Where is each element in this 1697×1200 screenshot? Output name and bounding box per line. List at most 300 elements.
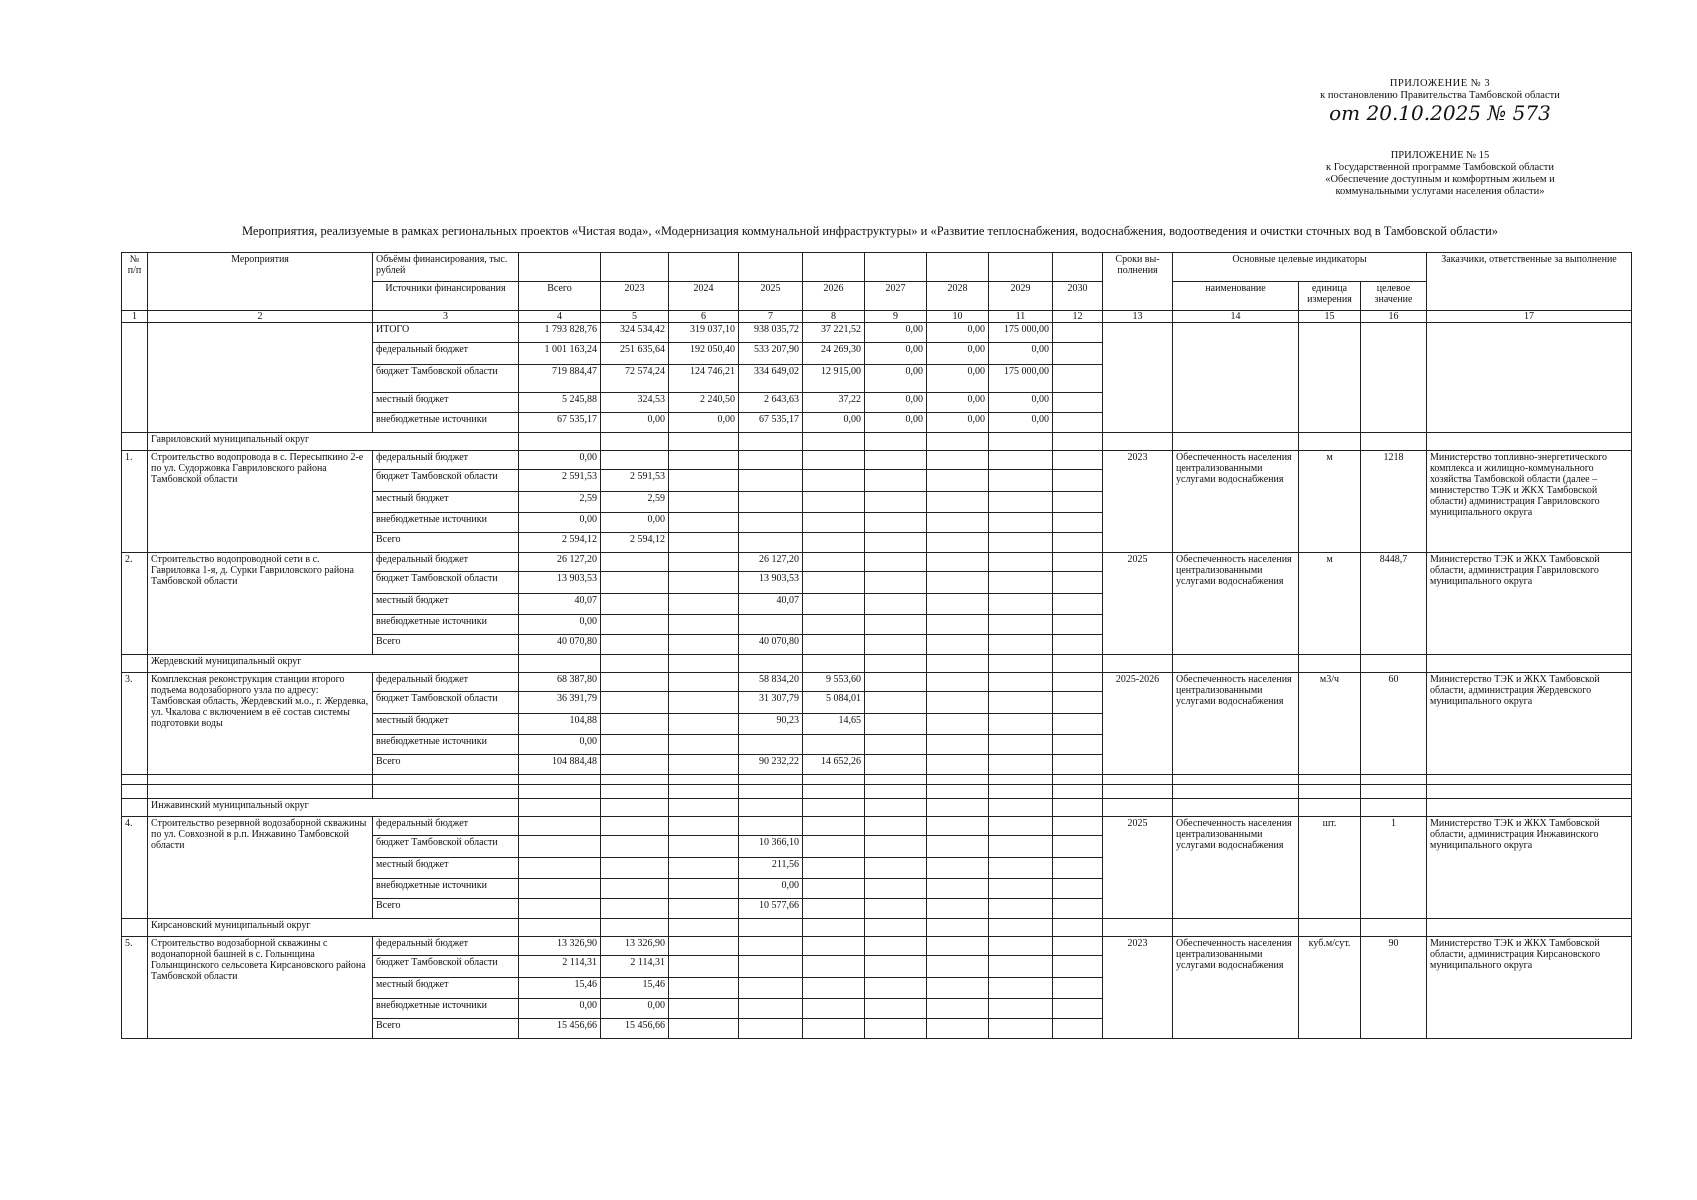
funding-value	[927, 978, 989, 999]
funding-source-label: местный бюджет	[373, 594, 519, 615]
funding-value	[927, 714, 989, 735]
funding-value: 40 070,80	[739, 635, 803, 655]
funding-value	[739, 492, 803, 513]
measure-term: 2025	[1103, 553, 1173, 655]
funding-source-label: Всего	[373, 1019, 519, 1039]
column-number: 10	[927, 311, 989, 323]
funding-value: 334 649,02	[739, 365, 803, 393]
measure-funding-row	[122, 937, 1632, 956]
measure-funding-row	[122, 553, 1632, 572]
funding-value	[865, 692, 927, 714]
funding-value: 13 326,90	[519, 937, 601, 956]
funding-value: 104 884,48	[519, 755, 601, 775]
col-header-sources: Источники финансирования	[373, 282, 519, 311]
funding-value: 175 000,00	[989, 323, 1053, 343]
indicator-value: 8448,7	[1361, 553, 1427, 655]
funding-value	[601, 735, 669, 755]
column-number: 13	[1103, 311, 1173, 323]
funding-value	[803, 858, 865, 879]
column-number: 1	[122, 311, 148, 323]
column-number: 4	[519, 311, 601, 323]
funding-value: 0,00	[739, 879, 803, 899]
funding-value	[739, 615, 803, 635]
funding-value: 0,00	[519, 615, 601, 635]
funding-value	[1053, 635, 1103, 655]
funding-value	[927, 879, 989, 899]
funding-value	[803, 956, 865, 978]
funding-value	[989, 533, 1053, 553]
funding-value	[989, 978, 1053, 999]
funding-value	[601, 572, 669, 594]
funding-value	[669, 755, 739, 775]
funding-value: 12 915,00	[803, 365, 865, 393]
funding-value	[865, 956, 927, 978]
funding-value	[865, 836, 927, 858]
funding-value: 0,00	[865, 365, 927, 393]
funding-value	[669, 836, 739, 858]
funding-value: 104,88	[519, 714, 601, 735]
funding-source-label: Всего	[373, 635, 519, 655]
funding-value: 0,00	[989, 343, 1053, 365]
funding-value: 0,00	[669, 413, 739, 433]
totals-customer-cell	[1427, 323, 1632, 433]
funding-value	[989, 594, 1053, 615]
funding-value	[927, 858, 989, 879]
column-number: 12	[1053, 311, 1103, 323]
funding-value: 2 114,31	[601, 956, 669, 978]
col-header-2030: 2030	[1053, 282, 1103, 311]
annex-15-line-2: «Обеспечение доступным и комфортным жильем и	[1325, 174, 1555, 185]
funding-value	[1053, 470, 1103, 492]
funding-value: 0,00	[927, 323, 989, 343]
measure-number: 2.	[122, 553, 148, 655]
funding-value	[927, 817, 989, 836]
funding-value	[865, 533, 927, 553]
funding-value: 0,00	[989, 393, 1053, 413]
funding-value: 37,22	[803, 393, 865, 413]
funding-value: 9 553,60	[803, 673, 865, 692]
funding-value	[865, 714, 927, 735]
funding-value: 0,00	[601, 999, 669, 1019]
funding-value: 67 535,17	[739, 413, 803, 433]
funding-value: 1 793 828,76	[519, 323, 601, 343]
funding-source-label: федеральный бюджет	[373, 343, 519, 365]
funding-value	[1053, 937, 1103, 956]
funding-source-label: местный бюджет	[373, 492, 519, 513]
funding-value	[669, 714, 739, 735]
funding-value: 13 326,90	[601, 937, 669, 956]
funding-value	[927, 533, 989, 553]
indicator-unit: куб.м/сут.	[1299, 937, 1361, 1039]
annex-3-title: ПРИЛОЖЕНИЕ № 3	[1389, 78, 1491, 89]
funding-value: 2 643,63	[739, 393, 803, 413]
funding-value	[739, 937, 803, 956]
funding-value: 58 834,20	[739, 673, 803, 692]
column-number: 3	[373, 311, 519, 323]
indicator-unit: м	[1299, 451, 1361, 553]
funding-value: 0,00	[927, 365, 989, 393]
col-header-2027: 2027	[865, 282, 927, 311]
funding-value	[989, 553, 1053, 572]
column-number: 5	[601, 311, 669, 323]
section-row	[122, 799, 1632, 817]
funding-value	[803, 533, 865, 553]
indicator-name: Обеспеченность населения централизованными услугами водоснабжения	[1173, 673, 1299, 775]
totals-row	[122, 323, 1632, 343]
funding-value: 10 577,66	[739, 899, 803, 919]
measure-customer: Министерство ТЭК и ЖКХ Тамбовской области, администрация Гавриловского муниципального округа	[1427, 553, 1632, 655]
col-header-ind-name: наименование	[1173, 282, 1299, 311]
funding-value	[927, 513, 989, 533]
measure-funding-row	[122, 451, 1632, 470]
funding-value	[1053, 956, 1103, 978]
funding-value: 40,07	[519, 594, 601, 615]
funding-value: 31 307,79	[739, 692, 803, 714]
measure-name: Строительство резервной водозаборной скважины по ул. Совхозной в р.п. Инжавино Тамбовской области	[148, 817, 373, 919]
funding-value	[865, 673, 927, 692]
funding-value	[803, 635, 865, 655]
funding-value: 68 387,80	[519, 673, 601, 692]
column-number: 7	[739, 311, 803, 323]
funding-value: 2 591,53	[601, 470, 669, 492]
measures-table	[121, 252, 1632, 1039]
funding-value	[601, 615, 669, 635]
funding-value	[865, 899, 927, 919]
funding-value	[927, 635, 989, 655]
funding-value: 324,53	[601, 393, 669, 413]
funding-value	[927, 899, 989, 919]
funding-value	[927, 836, 989, 858]
funding-value: 251 635,64	[601, 343, 669, 365]
funding-value: 0,00	[865, 393, 927, 413]
measure-customer: Министерство ТЭК и ЖКХ Тамбовской области, администрация Кирсановского муниципального округа	[1427, 937, 1632, 1039]
col-header-ind-unit: единица измерения	[1299, 282, 1361, 311]
funding-value: 0,00	[803, 413, 865, 433]
funding-value: 0,00	[989, 413, 1053, 433]
funding-source-label: бюджет Тамбовской области	[373, 365, 519, 393]
funding-value	[927, 553, 989, 572]
funding-value	[803, 451, 865, 470]
measure-number: 3.	[122, 673, 148, 775]
funding-value	[669, 513, 739, 533]
document-title: Мероприятия, реализуемые в рамках региональных проектов «Чистая вода», «Модернизация коммунальной инфраструктуры» и «Развитие теплоснабжения, водоснабжения, водоотведения и очистки сточных вод в Тамбовской области»	[241, 224, 1499, 238]
funding-value	[1053, 323, 1103, 343]
measure-number: 4.	[122, 817, 148, 919]
column-number: 17	[1427, 311, 1632, 323]
funding-value: 40 070,80	[519, 635, 601, 655]
funding-value	[927, 492, 989, 513]
funding-value	[669, 956, 739, 978]
funding-value: 0,00	[927, 393, 989, 413]
funding-value: 211,56	[739, 858, 803, 879]
funding-value	[669, 594, 739, 615]
funding-value: 13 903,53	[519, 572, 601, 594]
measure-term: 2023	[1103, 451, 1173, 553]
column-number: 11	[989, 311, 1053, 323]
funding-value: 2 594,12	[519, 533, 601, 553]
funding-value: 2 114,31	[519, 956, 601, 978]
funding-value	[669, 572, 739, 594]
funding-value: 324 534,42	[601, 323, 669, 343]
measure-name: Строительство водозаборной скважины с водонапорной башней в с. Голынщина Голынщинского сельсовета Кирсановского района Тамбовской области	[148, 937, 373, 1039]
funding-value	[927, 755, 989, 775]
funding-value	[803, 492, 865, 513]
funding-value	[669, 937, 739, 956]
funding-value	[1053, 755, 1103, 775]
funding-value	[739, 470, 803, 492]
funding-value: 14 652,26	[803, 755, 865, 775]
funding-source-label: федеральный бюджет	[373, 553, 519, 572]
funding-value	[927, 956, 989, 978]
funding-value	[669, 879, 739, 899]
measure-name: Комплексная реконструкция станции второго подъема водозаборного узла по адресу: Тамбовская область, Жердевский м.о., г. Жердевка, ул. Чкалова с включением в её состав системы подготовки воды	[148, 673, 373, 775]
totals-ind-name-cell	[1173, 323, 1299, 433]
indicator-name: Обеспеченность населения централизованными услугами водоснабжения	[1173, 937, 1299, 1039]
funding-value	[803, 836, 865, 858]
funding-value	[601, 635, 669, 655]
funding-value	[865, 615, 927, 635]
col-header-2028: 2028	[927, 282, 989, 311]
funding-value	[1053, 836, 1103, 858]
col-header-2024: 2024	[669, 282, 739, 311]
funding-value	[1053, 572, 1103, 594]
measure-term: 2023	[1103, 937, 1173, 1039]
funding-value	[1053, 615, 1103, 635]
funding-value	[601, 714, 669, 735]
funding-value	[865, 470, 927, 492]
funding-value: 67 535,17	[519, 413, 601, 433]
funding-value: 0,00	[865, 413, 927, 433]
funding-value	[1053, 451, 1103, 470]
funding-value: 938 035,72	[739, 323, 803, 343]
funding-value	[927, 470, 989, 492]
totals-unit-cell	[1299, 323, 1361, 433]
funding-value	[989, 999, 1053, 1019]
funding-value	[1053, 365, 1103, 393]
funding-value	[519, 836, 601, 858]
funding-value: 175 000,00	[989, 365, 1053, 393]
funding-value	[865, 553, 927, 572]
indicator-value: 1	[1361, 817, 1427, 919]
funding-value	[601, 755, 669, 775]
funding-value	[927, 615, 989, 635]
funding-source-label: Всего	[373, 533, 519, 553]
funding-value	[803, 999, 865, 1019]
column-number: 9	[865, 311, 927, 323]
funding-value	[865, 858, 927, 879]
funding-value	[1053, 879, 1103, 899]
funding-value	[739, 978, 803, 999]
funding-value	[1053, 343, 1103, 365]
funding-value	[519, 858, 601, 879]
funding-value: 26 127,20	[519, 553, 601, 572]
funding-value	[739, 735, 803, 755]
funding-value: 15 456,66	[601, 1019, 669, 1039]
section-row	[122, 655, 1632, 673]
funding-source-label: бюджет Тамбовской области	[373, 956, 519, 978]
funding-value: 13 903,53	[739, 572, 803, 594]
indicator-value: 1218	[1361, 451, 1427, 553]
funding-value: 26 127,20	[739, 553, 803, 572]
funding-value: 2 591,53	[519, 470, 601, 492]
section-row	[122, 433, 1632, 451]
col-header-2023: 2023	[601, 282, 669, 311]
col-header-no: № п/п	[122, 253, 148, 311]
funding-value	[803, 615, 865, 635]
funding-value: 5 084,01	[803, 692, 865, 714]
funding-value	[989, 673, 1053, 692]
funding-source-label: бюджет Тамбовской области	[373, 470, 519, 492]
funding-value	[669, 533, 739, 553]
funding-value	[1053, 413, 1103, 433]
funding-value	[989, 714, 1053, 735]
funding-value	[865, 594, 927, 615]
funding-value	[519, 899, 601, 919]
funding-source-label: бюджет Тамбовской области	[373, 692, 519, 714]
funding-source-label: местный бюджет	[373, 393, 519, 413]
funding-value	[803, 470, 865, 492]
column-number: 2	[148, 311, 373, 323]
funding-value	[927, 937, 989, 956]
funding-value	[927, 451, 989, 470]
funding-value: 2 240,50	[669, 393, 739, 413]
funding-value: 0,00	[519, 451, 601, 470]
funding-value	[601, 899, 669, 919]
funding-value: 36 391,79	[519, 692, 601, 714]
measure-term: 2025-2026	[1103, 673, 1173, 775]
measure-number: 5.	[122, 937, 148, 1039]
funding-value	[739, 817, 803, 836]
funding-value	[669, 999, 739, 1019]
funding-value	[1053, 999, 1103, 1019]
funding-value	[989, 513, 1053, 533]
funding-value: 5 245,88	[519, 393, 601, 413]
funding-value	[865, 755, 927, 775]
funding-value	[865, 451, 927, 470]
funding-value	[601, 858, 669, 879]
funding-value	[927, 692, 989, 714]
col-header-measures: Мероприятия	[148, 253, 373, 311]
funding-value	[803, 978, 865, 999]
funding-value	[669, 451, 739, 470]
funding-value	[1053, 594, 1103, 615]
funding-source-label: федеральный бюджет	[373, 673, 519, 692]
col-header-indicators: Основные целевые индикаторы	[1173, 253, 1427, 282]
funding-value	[865, 978, 927, 999]
funding-value	[989, 572, 1053, 594]
indicator-unit: м3/ч	[1299, 673, 1361, 775]
funding-value	[927, 594, 989, 615]
funding-value: 0,00	[601, 413, 669, 433]
funding-source-label: федеральный бюджет	[373, 451, 519, 470]
funding-value: 15 456,66	[519, 1019, 601, 1039]
funding-value	[989, 692, 1053, 714]
funding-value	[1053, 817, 1103, 836]
funding-source-label: ИТОГО	[373, 323, 519, 343]
funding-value	[601, 692, 669, 714]
funding-value	[865, 999, 927, 1019]
funding-value	[865, 572, 927, 594]
spacer-row	[122, 775, 1632, 785]
funding-value	[865, 817, 927, 836]
funding-value	[739, 533, 803, 553]
funding-value	[927, 1019, 989, 1039]
funding-value	[669, 615, 739, 635]
measure-funding-row	[122, 817, 1632, 836]
funding-value: 10 366,10	[739, 836, 803, 858]
funding-value	[739, 999, 803, 1019]
funding-value: 0,00	[927, 413, 989, 433]
funding-value: 1 001 163,24	[519, 343, 601, 365]
funding-value	[989, 735, 1053, 755]
funding-value	[1053, 692, 1103, 714]
funding-value: 533 207,90	[739, 343, 803, 365]
funding-value: 124 746,21	[669, 365, 739, 393]
measure-customer: Министерство топливно-энергетического комплекса и жилищно-коммунального хозяйства Тамбовской области (далее – министерство ТЭК и ЖКХ Тамбовской области) администрация Гавриловского муниципального округа	[1427, 451, 1632, 553]
section-title: Жердевский муниципальный округ	[148, 655, 519, 673]
funding-value	[989, 937, 1053, 956]
funding-value	[1053, 533, 1103, 553]
annex-15-line-1: к Государственной программе Тамбовской области	[1326, 162, 1554, 173]
indicator-value: 60	[1361, 673, 1427, 775]
funding-value: 0,00	[927, 343, 989, 365]
funding-value	[927, 673, 989, 692]
funding-value: 72 574,24	[601, 365, 669, 393]
indicator-value: 90	[1361, 937, 1427, 1039]
funding-value	[1053, 1019, 1103, 1039]
funding-value	[669, 673, 739, 692]
funding-value	[865, 735, 927, 755]
funding-value: 0,00	[519, 735, 601, 755]
annex-15-header	[1290, 150, 1590, 198]
funding-value: 0,00	[519, 999, 601, 1019]
funding-value	[669, 1019, 739, 1039]
annex-15-line-3: коммунальными услугами населения области»	[1335, 186, 1545, 197]
measure-funding-row	[122, 673, 1632, 692]
funding-value: 24 269,30	[803, 343, 865, 365]
indicator-name: Обеспеченность населения централизованными услугами водоснабжения	[1173, 553, 1299, 655]
measure-customer: Министерство ТЭК и ЖКХ Тамбовской области, администрация Жердевского муниципального округа	[1427, 673, 1632, 775]
col-header-customers: Заказчики, ответственные за выполнение	[1427, 253, 1632, 311]
funding-value: 0,00	[865, 343, 927, 365]
funding-value	[989, 858, 1053, 879]
funding-value	[1053, 858, 1103, 879]
col-header-total: Всего	[519, 282, 601, 311]
funding-value	[1053, 492, 1103, 513]
funding-value: 2,59	[601, 492, 669, 513]
funding-value: 37 221,52	[803, 323, 865, 343]
funding-source-label: внебюджетные источники	[373, 999, 519, 1019]
funding-source-label: внебюджетные источники	[373, 735, 519, 755]
indicator-name: Обеспеченность населения централизованными услугами водоснабжения	[1173, 451, 1299, 553]
funding-value	[669, 817, 739, 836]
spacer-row	[122, 785, 1632, 799]
funding-value: 90 232,22	[739, 755, 803, 775]
funding-value	[1053, 513, 1103, 533]
column-number: 15	[1299, 311, 1361, 323]
column-number: 14	[1173, 311, 1299, 323]
funding-value: 0,00	[601, 513, 669, 533]
funding-value	[989, 817, 1053, 836]
funding-value	[989, 470, 1053, 492]
funding-value	[989, 615, 1053, 635]
funding-value	[669, 492, 739, 513]
funding-source-label: местный бюджет	[373, 714, 519, 735]
annex-3-signature-date: от 20.10.2025 № 573	[1329, 101, 1551, 125]
funding-value	[1053, 673, 1103, 692]
funding-value: 15,46	[601, 978, 669, 999]
funding-value	[601, 594, 669, 615]
